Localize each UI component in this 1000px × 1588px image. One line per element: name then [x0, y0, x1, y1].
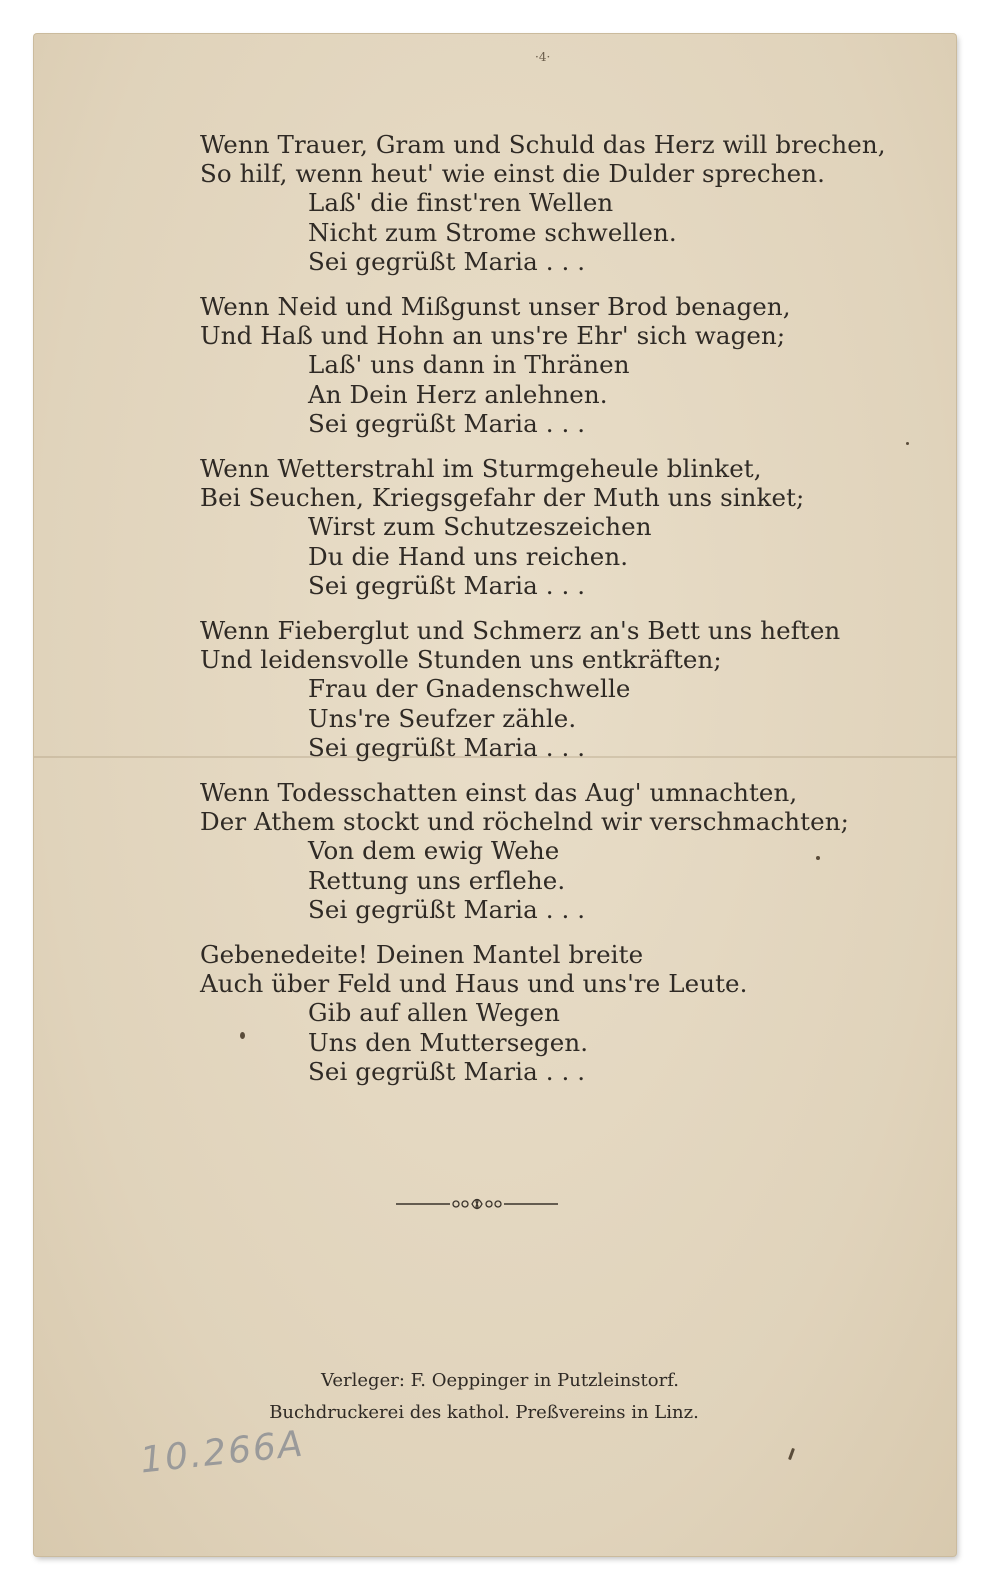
- page-mark: ·4·: [535, 50, 551, 64]
- stanza: [200, 616, 860, 762]
- verse-line: Bei Seuchen, Kriegsgefahr der Muth uns sinket;: [200, 483, 805, 513]
- verse-line: Wenn Neid und Mißgunst unser Brod benagen,: [200, 292, 791, 322]
- stanza: [200, 454, 860, 600]
- verse-line: So hilf, wenn heut' wie einst die Dulder sprechen.: [200, 159, 825, 189]
- verse-line: Von dem ewig Wehe: [308, 836, 560, 866]
- divider-ornament-icon: [396, 1194, 558, 1214]
- verse-line: Gebenedeite! Deinen Mantel breite: [200, 940, 644, 970]
- verse-line: Wenn Fieberglut und Schmerz an's Bett uns heften: [200, 616, 841, 646]
- refrain-line: Sei gegrüßt Maria . . .: [308, 732, 586, 762]
- refrain-line: Sei gegrüßt Maria . . .: [308, 1056, 586, 1086]
- verse-line: Wenn Todesschatten einst das Aug' umnachten,: [200, 778, 798, 808]
- verse-line: Gib auf allen Wegen: [308, 998, 561, 1028]
- verse-line: Uns den Muttersegen.: [308, 1027, 589, 1057]
- verse-line: Uns're Seufzer zähle.: [308, 703, 577, 733]
- inventory-number: 10.266A: [138, 1423, 307, 1482]
- verse-line: Und Haß und Hohn an uns're Ehr' sich wagen;: [200, 321, 786, 351]
- verse-line: Wenn Wetterstrahl im Sturmgeheule blinket,: [200, 454, 762, 484]
- verse-line: Frau der Gnadenschwelle: [308, 674, 631, 704]
- verse-line: Der Athem stockt und röchelnd wir verschmachten;: [200, 807, 849, 837]
- refrain-line: Sei gegrüßt Maria . . .: [308, 246, 586, 276]
- stanza: [200, 940, 860, 1086]
- verse-line: Laß' die finst'ren Wellen: [308, 188, 614, 218]
- verse-line: Laß' uns dann in Thränen: [308, 350, 630, 380]
- paper-speck: [906, 442, 909, 445]
- verse-line: Auch über Feld und Haus und uns're Leute.: [200, 969, 748, 999]
- paper-speck: [240, 1032, 245, 1039]
- publisher-line: Verleger: F. Oeppinger in Putzleinstorf.: [321, 1370, 679, 1391]
- paper-speck: [816, 856, 820, 860]
- refrain-line: Sei gegrüßt Maria . . .: [308, 894, 586, 924]
- printer-line: Buchdruckerei des kathol. Preßvereins in Linz.: [269, 1402, 699, 1423]
- stanza: [200, 292, 860, 438]
- verse-line: An Dein Herz anlehnen.: [308, 379, 608, 409]
- refrain-line: Sei gegrüßt Maria . . .: [308, 570, 586, 600]
- verse-line: Du die Hand uns reichen.: [308, 541, 629, 571]
- verse-line: Wenn Trauer, Gram und Schuld das Herz will brechen,: [200, 130, 886, 159]
- verse-line: Rettung uns erflehe.: [308, 865, 566, 895]
- stanza: [200, 130, 886, 276]
- verse-line: Wirst zum Schutzeszeichen: [308, 512, 652, 542]
- verse-line: Nicht zum Strome schwellen.: [308, 217, 677, 247]
- stanza: [200, 778, 860, 924]
- verse-line: Und leidensvolle Stunden uns entkräften;: [200, 645, 722, 675]
- poem: [200, 130, 886, 1102]
- refrain-line: Sei gegrüßt Maria . . .: [308, 408, 586, 438]
